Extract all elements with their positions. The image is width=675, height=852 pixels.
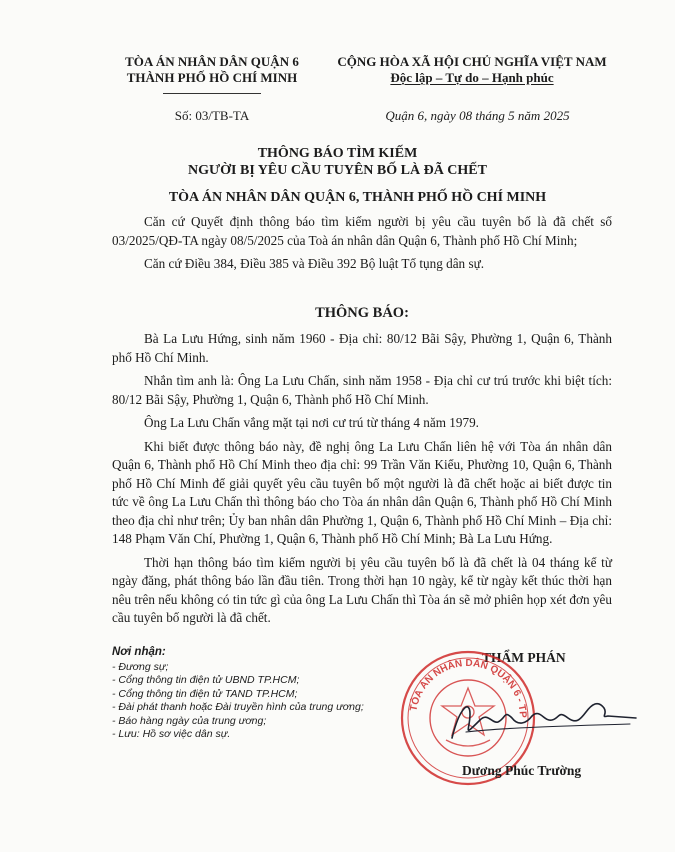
preamble-paragraph: Căn cứ Quyết định thông báo tìm kiếm người bị yêu cầu tuyên bố là đã chết số 03/2025/QĐ-TA ngày 08/5/2025 của Toà án nhân dân Quận 6, Thành phố Hồ Chí Minh; (112, 214, 612, 248)
recipient-item: - Cổng thông tin điện tử UBND TP.HCM; (112, 674, 300, 686)
title-line-1: THÔNG BÁO TÌM KIẾM (257, 146, 418, 161)
signer-role: THẨM PHÁN (482, 650, 566, 665)
recipient-item: - Cổng thông tin điện tử TAND TP.HCM; (112, 687, 298, 700)
republic-name: CỘNG HÒA XÃ HỘI CHỦ NGHĨA VIỆT NAM (337, 54, 607, 69)
recipients-block (112, 646, 392, 742)
signer-name: Dương Phúc Trường (462, 763, 582, 778)
preamble (112, 213, 612, 279)
notice-paragraph: Ông La Lưu Chấn vắng mặt tại nơi cư trú từ tháng 4 năm 1979. (144, 415, 479, 430)
recipient-item: - Đài phát thanh hoặc Đài truyền hình của trung ương; (112, 701, 364, 713)
place-and-date: Quận 6, ngày 08 tháng 5 năm 2025 (385, 108, 570, 123)
notice-paragraph: Thời hạn thông báo tìm kiếm người bị yêu cầu tuyên bố là đã chết là 04 tháng kể từ ngày đăng, phát thông báo lần đầu tiên. Trong thời hạn 10 ngày, kể từ ngày kết thúc thời hạn nêu trên nếu không có tin tức gì của ông La Lưu Chấn thì Tòa án sẽ mở phiên họp xét đơn yêu cầu tuyên bố người là đã chết. (112, 554, 612, 625)
court-city: THÀNH PHỐ HỒ CHÍ MINH (126, 70, 298, 85)
recipient-item: - Đương sự; (112, 660, 169, 673)
court-header (112, 54, 312, 86)
national-motto: Độc lập – Tự do – Hạnh phúc (390, 70, 554, 85)
court-name: TÒA ÁN NHÂN DÂN QUẬN 6 (125, 54, 299, 69)
title-line-2: NGƯỜI BỊ YÊU CẦU TUYÊN BỐ LÀ ĐÃ CHẾT (188, 163, 487, 178)
issuing-court: TÒA ÁN NHÂN DÂN QUẬN 6, THÀNH PHỐ HỒ CHÍ MINH (168, 190, 547, 205)
recipient-item: - Lưu: Hồ sơ việc dân sự. (112, 728, 231, 740)
notice-paragraph: Bà La Lưu Hứng, sinh năm 1960 - Địa chỉ: 80/12 Bãi Sậy, Phường 1, Quận 6, Thành phố Hồ Chí Minh. (112, 331, 612, 365)
notice-body (112, 330, 612, 633)
court-underline (163, 93, 261, 94)
recipient-item: - Báo hàng ngày của trung ương; (112, 714, 267, 727)
recipients-heading: Nơi nhận: (112, 646, 166, 658)
document-number: Số: 03/TB-TA (174, 108, 250, 123)
seal-ring-text: TÒA ÁN NHÂN DÂN QUẬN 6 - TP (408, 657, 529, 719)
republic-header (328, 54, 616, 86)
handwritten-signature (440, 688, 640, 748)
notice-paragraph: Nhắn tìm anh là: Ông La Lưu Chấn, sinh năm 1958 - Địa chỉ cư trú trước khi biệt tích: 80/12 Bãi Sậy, Phường 1, Quận 6, Thành phố Hồ Chí Minh. (112, 373, 612, 407)
notice-heading: THÔNG BÁO: (315, 305, 409, 321)
notice-paragraph: Khi biết được thông báo này, đề nghị ông La Lưu Chấn liên hệ với Tòa án nhân dân Quận 6, Thành phố Hồ Chí Minh theo địa chỉ: 99 Trần Văn Kiểu, Phường 10, Quận 6, Thành phố Hồ Chí Minh để giải quyết yêu cầu tuyên bố một người là đã chết hoặc ai biết được tin tức về ông La Lưu Chấn thì thông báo cho Tòa án nhân dân Quận 6, Thành phố Hồ Chí Minh theo địa chỉ như trên; Ủy ban nhân dân Phường 1, Quận 6, Thành phố Hồ Chí Minh – Địa chỉ: 148 Phạm Văn Chí, Phường 1, Quận 6, Thành phố Hồ Chí Minh; Bà La Lưu Hứng. (112, 438, 612, 546)
preamble-paragraph: Căn cứ Điều 384, Điều 385 và Điều 392 Bộ luật Tố tụng dân sự. (144, 256, 485, 271)
